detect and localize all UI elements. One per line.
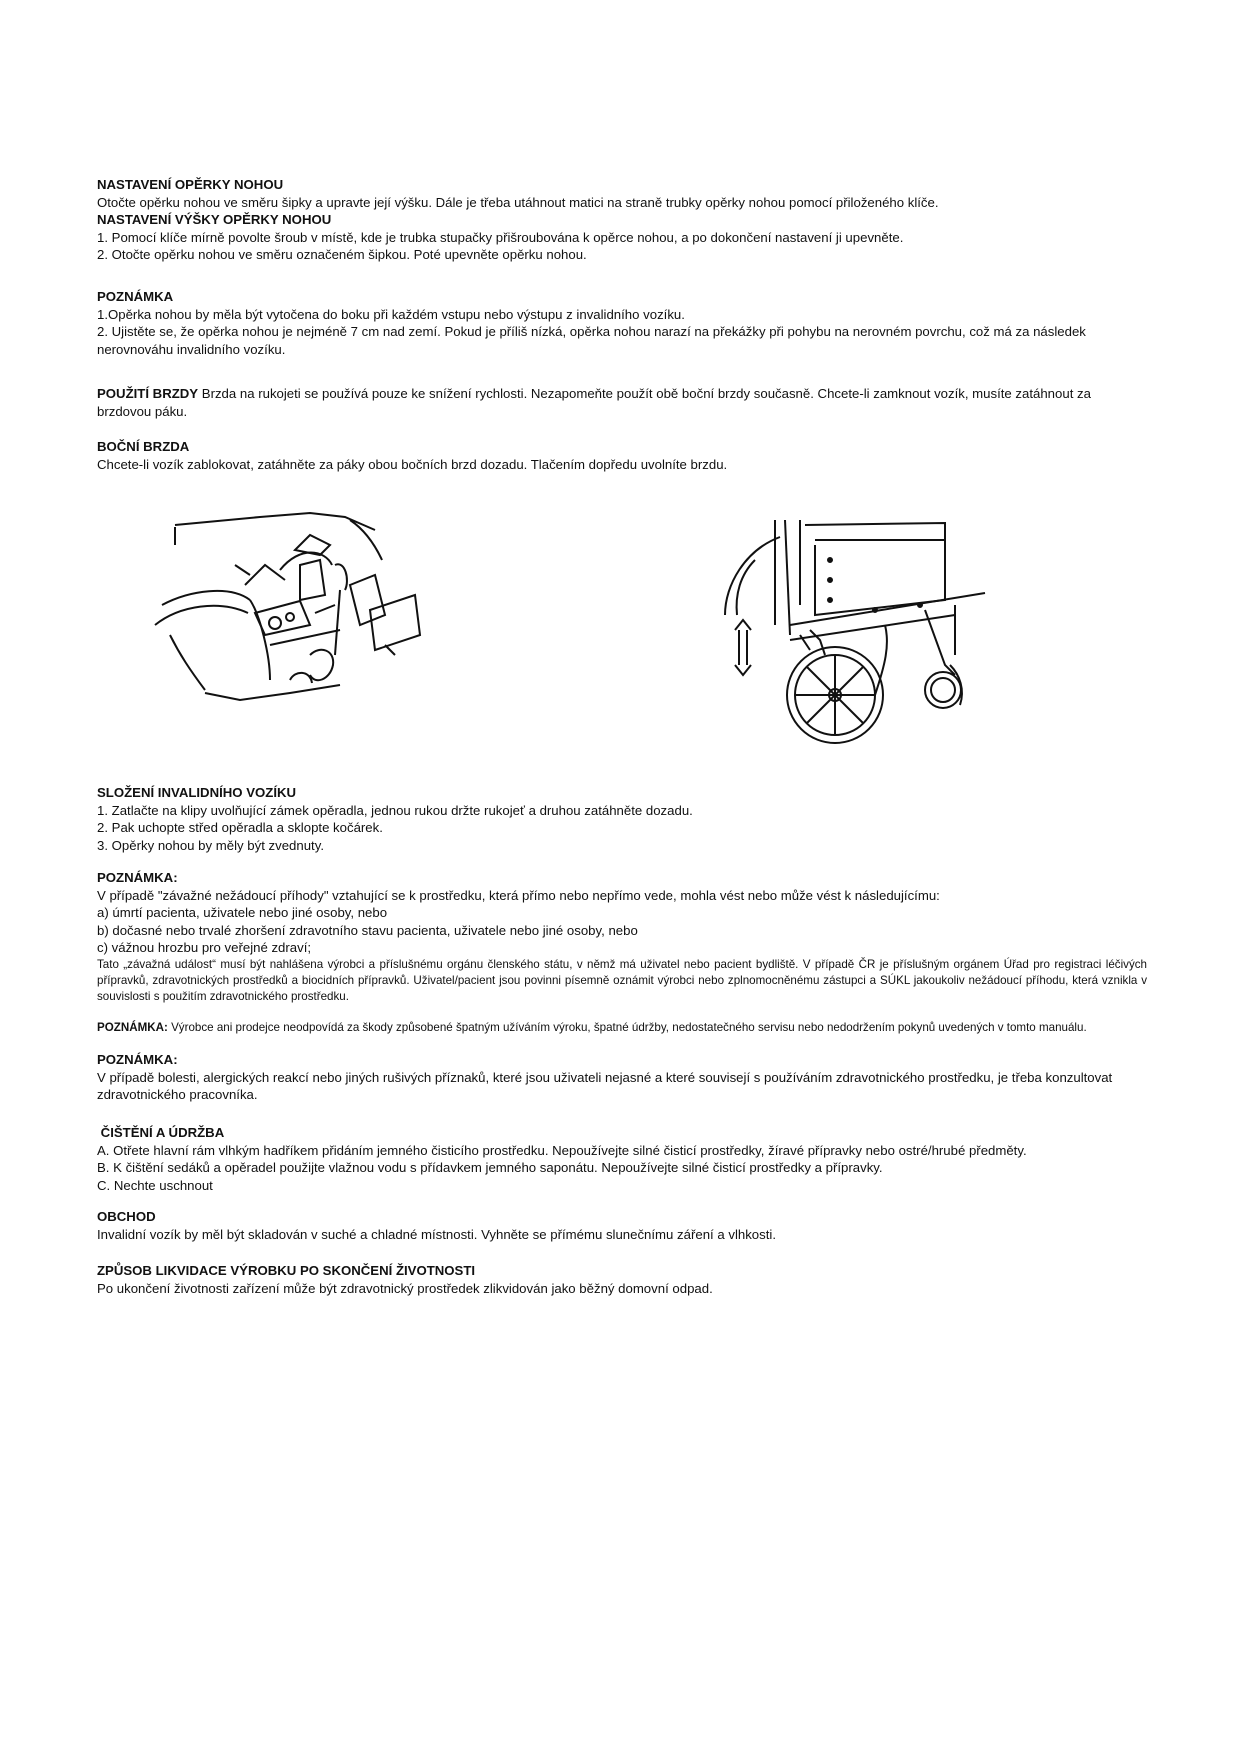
section-title: ZPŮSOB LIKVIDACE VÝROBKU PO SKONČENÍ ŽIVOTNOSTI [97,1263,476,1278]
footrest-brake-illustration [150,505,470,705]
list-item: B. K čištění sedáků a opěradel použijte vlažnou vodu s přídavkem jemného saponátu. Nepoužívejte silné čisticí prostředky a přípravky. [97,1160,883,1175]
list-item: a) úmrtí pacienta, uživatele nebo jiné osoby, nebo [97,905,388,920]
section-text: Chcete-li vozík zablokovat, zatáhněte za páky obou bočních brzd dozadu. Tlačením dopředu uvolníte brzdu. [97,456,728,472]
section-title: POZNÁMKA [97,289,174,304]
section-text: V případě bolesti, alergických reakcí nebo jiných rušivých příznaků, které jsou uživateli nejasné a které souvisejí s používáním zdravotnického prostředku, je třeba konzultovat zdravotnického pracovníka. [97,1069,1113,1102]
section-title: POUŽITÍ BRZDY [97,386,199,401]
section-cleaning [97,1124,1147,1194]
section-title: SLOŽENÍ INVALIDNÍHO VOZÍKU [97,785,297,800]
section-title: OBCHOD [97,1209,156,1224]
section-title: ČIŠTĚNÍ A ÚDRŽBA [97,1125,225,1140]
section-text: Výrobce ani prodejce neodpovídá za škody způsobené špatným užíváním výroku, špatné údržby, nedostatečného servisu nebo nedodržením pokynů uvedených v tomto manuálu. [167,1021,1087,1034]
section-text: Invalidní vozík by měl být skladován v suché a chladné místnosti. Vyhněte se přímému slunečnímu záření a vlhkosti. [97,1226,776,1242]
section-note-liability [97,1020,1147,1036]
list-item: 1. Pomocí klíče mírně povolte šroub v místě, kde je trubka stupačky přišroubována k opěrce nohou, a po dokončení nastavení ji upevněte. [97,229,904,245]
list-item: C. Nechte uschnout [97,1177,213,1193]
list-item: 2. Pak uchopte střed opěradla a sklopte kočárek. [97,820,383,835]
list-item: 3. Opěrky nohou by měly být zvednuty. [97,837,324,853]
section-title: POZNÁMKA: [97,1021,168,1034]
section-text: Po ukončení životnosti zařízení může být zdravotnický prostředek zlikvidován jako běžný domovní odpad. [97,1280,713,1296]
section-paragraph [97,385,1137,420]
section-footrest-adjust [97,176,1147,264]
section-side-brake [97,438,1147,473]
list-item: 2. Ujistěte se, že opěrka nohou je nejméně 7 cm nad zemí. Pokud je příliš nízká, opěrka nohou narazí na překážky při pohybu na nerovném povrchu, což má za následek nerovnováhu invalidního vozíku. [97,324,1086,357]
section-title: NASTAVENÍ VÝŠKY OPĚRKY NOHOU [97,212,332,227]
list-item: A. Otřete hlavní rám vlhkým hadříkem přidáním jemného čisticího prostředku. Nepoužívejte silné čisticí prostředky, žíravé přípravky nebo ostré/hrubé předměty. [97,1142,1027,1158]
section-note-1 [97,288,1147,358]
section-small-text: Tato „závažná událost“ musí být nahlášena výrobci a příslušnému orgánu členského státu, v němž má uživatel nebo pacient bydliště. V případě ČR je příslušným orgánem Úřad pro registraci léčivých přípravků, zdravotnických prostředků a biocidních přípravků. Uživatel/pacient jsou povinni písemně oznámit výrobci nebo zplnomocněnému zástupci a SÚKL jakoukoliv nežádoucí příhodu, která vznikla v souvislosti s použitím zdravotnického prostředku. [97,957,1147,1003]
section-paragraph [97,1020,1147,1036]
list-item: b) dočasné nebo trvalé zhoršení zdravotního stavu pacienta, uživatele nebo jiné osoby, nebo [97,922,638,938]
section-disposal [97,1262,1147,1297]
list-item: 1.Opěrka nohou by měla být vytočena do boku při každém vstupu nebo výstupu z invalidního vozíku. [97,306,685,322]
section-storage [97,1208,1147,1243]
section-brake-use [97,385,1147,420]
section-text: V případě "závažné nežádoucí příhody" vztahující se k prostředku, která přímo nebo nepřímo vede, mohla vést nebo může vést k následujícímu: [97,887,940,903]
section-title: BOČNÍ BRZDA [97,439,190,454]
section-title: POZNÁMKA: [97,1052,178,1067]
section-note-health [97,1051,1147,1104]
list-item: 2. Otočte opěrku nohou ve směru označeném šipkou. Poté upevněte opěrku nohou. [97,247,587,262]
section-note-incident [97,869,1147,1005]
section-text: Otočte opěrku nohou ve směru šipky a upravte její výšku. Dále je třeba utáhnout matici na straně trubky opěrky nohou pomocí přiloženého klíče. [97,194,939,210]
section-title: POZNÁMKA: [97,870,178,885]
wheelchair-side-brake-illustration [715,515,995,750]
list-item: 1. Zatlačte na klipy uvolňující zámek opěradla, jednou rukou držte rukojeť a druhou zatáhněte dozadu. [97,802,693,818]
section-folding [97,784,1147,854]
section-text: Brzda na rukojeti se používá pouze ke snížení rychlosti. Nezapomeňte použít obě boční brzdy současně. Chcete-li zamknout vozík, musíte zatáhnout za brzdovou páku. [97,386,1091,419]
list-item: c) vážnou hrozbu pro veřejné zdraví; [97,940,312,955]
section-title: NASTAVENÍ OPĚRKY NOHOU [97,177,284,192]
